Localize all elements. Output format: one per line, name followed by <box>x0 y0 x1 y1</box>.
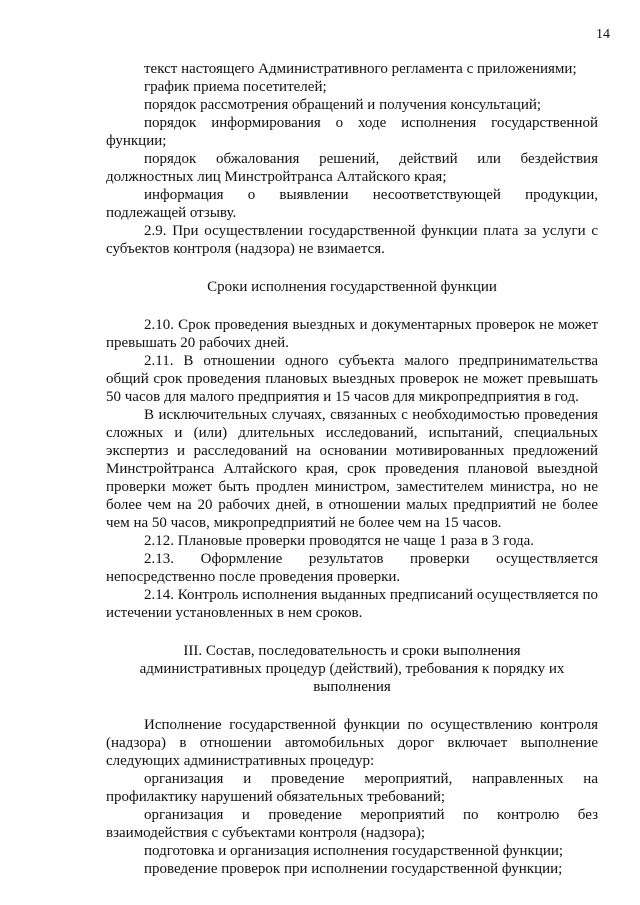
list-item-regulation-text: текст настоящего Административного регламента с приложениями; <box>144 61 577 77</box>
paragraph-2-11: 2.11. В отношении одного субъекта малого предпринимательства общий срок проведения плановых выездных проверок не может превышать 50 часов для малого предприятия и 15 часов для микропредприятия в год. <box>106 353 598 405</box>
procedure-item-inspections: проведение проверок при исполнении государственной функции; <box>144 861 563 877</box>
page-number: 14 <box>596 27 610 42</box>
section-3-intro: Исполнение государственной функции по осуществлению контроля (надзора) в отношении автомобильных дорог включает выполнение следующих административных процедур: <box>106 717 598 769</box>
list-item-reception-schedule: график приема посетителей; <box>144 79 327 95</box>
list-item-recall-info: информация о выявлении несоответствующей продукции, подлежащей отзыву. <box>106 187 598 221</box>
paragraph-exceptional-cases: В исключительных случаях, связанных с необходимостью проведения сложных и (или) длительных исследований, испытаний, специальных экспертиз и расследований на основании мотивированных предложений Минстройтранса Алтайского края, срок проведения плановой выездной проверки может быть продлен министром, заместителем министра, но не более чем на 20 рабочих дней, в отношении малых предприятий не более чем на 50 часов, микропредприятий не более чем на 15 часов. <box>106 407 598 531</box>
paragraph-2-14: 2.14. Контроль исполнения выданных предписаний осуществляется по истечении установленных в нем сроков. <box>106 587 599 621</box>
body-text <box>106 60 598 878</box>
procedure-item-prevention: организация и проведение мероприятий, направленных на профилактику нарушений обязательных требований; <box>106 771 598 805</box>
paragraph-2-9: 2.9. При осуществлении государственной функции плата за услуги с субъектов контроля (надзора) не взимается. <box>106 223 598 257</box>
section-3-title-line-3: выполнения <box>313 679 391 695</box>
list-item-complaint-order: порядок обжалования решений, действий или бездействия должностных лиц Минстройтранса Алтайского края; <box>106 151 598 185</box>
paragraph-2-13: 2.13. Оформление результатов проверки осуществляется непосредственно после проведения проверки. <box>106 551 598 585</box>
section-3-title-line-1: III. Состав, последовательность и сроки выполнения <box>183 643 521 659</box>
list-item-appeals-order: порядок рассмотрения обращений и получения консультаций; <box>144 97 542 113</box>
section-terms-title: Сроки исполнения государственной функции <box>207 279 497 295</box>
paragraph-2-12: 2.12. Плановые проверки проводятся не чаще 1 раза в 3 года. <box>144 533 535 549</box>
section-3-title-line-2: административных процедур (действий), требования к порядку их <box>139 661 565 677</box>
procedure-item-no-interaction-control: организация и проведение мероприятий по контролю без взаимодействия с субъектами контроля (надзора); <box>106 807 598 841</box>
list-item-informing-order: порядок информирования о ходе исполнения государственной функции; <box>106 115 598 149</box>
procedure-item-preparation: подготовка и организация исполнения государственной функции; <box>144 843 564 859</box>
paragraph-2-10: 2.10. Срок проведения выездных и документарных проверок не может превышать 20 рабочих дней. <box>106 317 598 351</box>
